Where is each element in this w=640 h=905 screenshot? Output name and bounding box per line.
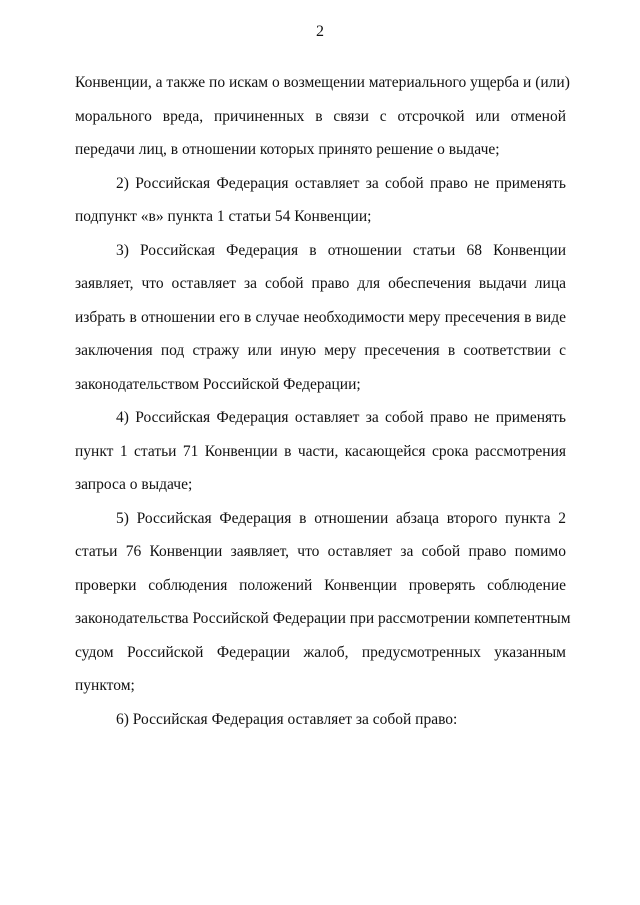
text-line: запроса о выдаче; bbox=[75, 476, 193, 493]
text-line: 6) Российская Федерация оставляет за собой право: bbox=[116, 710, 458, 728]
text-line: судом Российской Федерации жалоб, предусмотренных указанным bbox=[75, 643, 566, 661]
paragraph bbox=[75, 508, 571, 709]
text-line: законодательства Российской Федерации при рассмотрении компетентным bbox=[75, 610, 571, 627]
text-line: 5) Российская Федерация в отношении абзаца второго пункта 2 bbox=[116, 509, 566, 527]
text-line: избрать в отношении его в случае необходимости меру пресечения в виде bbox=[75, 308, 566, 326]
text-line: подпункт «в» пункта 1 статьи 54 Конвенции; bbox=[75, 208, 372, 225]
text-line: проверки соблюдения положений Конвенции проверять соблюдение bbox=[75, 576, 566, 594]
paragraph bbox=[75, 173, 566, 240]
paragraph bbox=[75, 709, 566, 743]
text-line: Конвенции, а также по искам о возмещении материального ущерба и (или) bbox=[75, 74, 570, 91]
text-line: пункт 1 статьи 71 Конвенции в части, касающейся срока рассмотрения bbox=[75, 442, 566, 460]
document-body bbox=[75, 72, 571, 742]
text-line: заявляет, что оставляет за собой право для обеспечения выдачи лица bbox=[75, 275, 566, 292]
text-line: 4) Российская Федерация оставляет за собой право не применять bbox=[116, 409, 566, 426]
page-number: 2 bbox=[316, 23, 324, 40]
paragraph bbox=[75, 240, 566, 408]
text-line: морального вреда, причиненных в связи с отсрочкой или отменой bbox=[75, 107, 566, 125]
paragraph bbox=[75, 407, 566, 508]
text-line: 2) Российская Федерация оставляет за собой право не применять bbox=[116, 174, 566, 192]
text-line: передачи лиц, в отношении которых принято решение о выдаче; bbox=[75, 141, 500, 158]
text-line: пунктом; bbox=[75, 677, 135, 694]
text-line: статьи 76 Конвенции заявляет, что оставляет за собой право помимо bbox=[75, 543, 566, 560]
text-line: заключения под стражу или иную меру пресечения в соответствии с bbox=[75, 342, 566, 359]
text-line: законодательством Российской Федерации; bbox=[75, 375, 361, 393]
paragraph bbox=[75, 72, 570, 173]
text-line: 3) Российская Федерация в отношении статьи 68 Конвенции bbox=[116, 241, 566, 259]
